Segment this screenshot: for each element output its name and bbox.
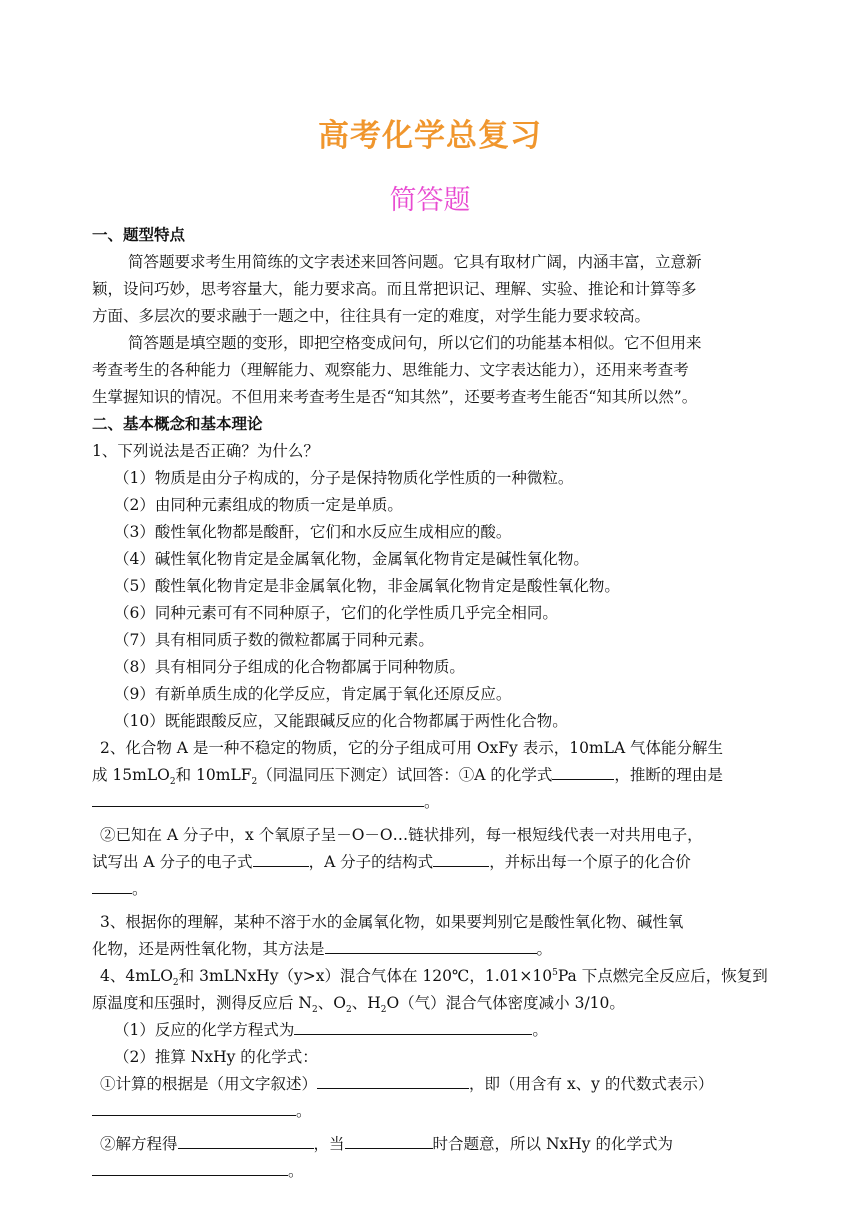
paragraph-line: 简答题要求考生用简练的文字表述来回答问题。它具有取材广阔，内涵丰富，立意新	[128, 253, 702, 271]
section-heading-2: 二、基本概念和基本理论	[92, 415, 263, 433]
subscript: 2	[169, 777, 176, 788]
superscript: 5	[552, 967, 558, 978]
answer-blank[interactable]	[317, 1071, 469, 1089]
subscript: 2	[380, 1005, 387, 1016]
question-1-item: （10）既能跟酸反应，又能跟碱反应的化合物都属于两性化合物。	[114, 712, 568, 730]
question-1-item: （3）酸性氧化物都是酸酐，它们和水反应生成相应的酸。	[114, 523, 512, 541]
section-heading-1: 一、题型特点	[92, 226, 186, 244]
question-1-item: （1）物质是由分子构成的，分子是保持物质化学性质的一种微粒。	[114, 469, 574, 487]
punctuation: 。	[132, 880, 148, 898]
punctuation: 。	[536, 940, 553, 958]
question-2-text: ，A 分子的结构式	[308, 853, 434, 871]
question-2-line: 2、化合物 A 是一种不稳定的物质，它的分子组成可用 OxFy 表示，10mLA 气体能分解生	[100, 739, 724, 757]
paragraph-line: 颖，设问巧妙，思考容量大，能力要求高。而且常把识记、理解、实验、推论和计算等多	[92, 280, 697, 298]
subscript: 2	[345, 1005, 352, 1016]
punctuation: 。	[288, 1162, 304, 1180]
question-4-line	[92, 1071, 772, 1098]
question-4-text: 和 3mLNxHy（y>x）混合气体在 120℃，1.01×10	[178, 967, 553, 985]
question-1-item: （8）具有相同分子组成的化合物都属于同种物质。	[114, 658, 465, 676]
page-subtitle: 简答题	[389, 185, 471, 216]
question-4-text: 时合题意，所以 NxHy 的化学式为	[432, 1135, 673, 1153]
question-1-item: （9）有新单质生成的化学反应，肯定属于氧化还原反应。	[114, 685, 512, 703]
question-1-item: （4）碱性氧化物肯定是金属氧化物，金属氧化物肯定是碱性氧化物。	[114, 550, 589, 568]
answer-blank[interactable]	[325, 936, 537, 954]
paragraph-line: 考查考生的各种能力（理解能力、观察能力、思维能力、文字表达能力），还用来考查考	[92, 361, 689, 379]
question-3-text: 化物，还是两性氧化物，其方法是	[92, 940, 325, 958]
question-4-line	[92, 963, 772, 990]
answer-blank[interactable]	[92, 876, 132, 894]
question-4-text: （1）反应的化学方程式为	[114, 1021, 295, 1039]
question-1-item: （7）具有相同质子数的微粒都属于同种元素。	[114, 631, 434, 649]
question-4-text: O（气）混合气体密度减小 3/10。	[386, 994, 625, 1012]
question-4-line	[92, 1131, 772, 1158]
question-4-line	[92, 1158, 772, 1185]
answer-blank[interactable]	[345, 1131, 433, 1149]
question-4-text: ，即（用含有 x、y 的代数式表示）	[469, 1075, 714, 1093]
question-2-text: ，推断的理由是	[614, 766, 723, 784]
question-3-line	[92, 936, 772, 963]
punctuation: 。	[424, 793, 440, 811]
question-2-line: ②已知在 A 分子中，x 个氧原子呈－O－O…链状排列，每一根短线代表一对共用电子，	[100, 826, 703, 844]
paragraph-line: 方面、多层次的要求融于一题之中，往往具有一定的难度，对学生能力要求较高。	[92, 307, 651, 325]
question-1-item: （2）由同种元素组成的物质一定是单质。	[114, 496, 403, 514]
question-1-item: （5）酸性氧化物肯定是非金属氧化物，非金属氧化物肯定是酸性氧化物。	[114, 577, 620, 595]
subscript: 2	[312, 1005, 318, 1016]
punctuation: 。	[296, 1102, 312, 1120]
answer-blank[interactable]	[433, 849, 489, 867]
document-body	[92, 222, 772, 1185]
question-4-line: （2）推算 NxHy 的化学式：	[114, 1048, 318, 1066]
answer-blank[interactable]	[92, 789, 424, 807]
question-2-line	[92, 876, 772, 903]
question-4-line	[92, 1017, 772, 1044]
question-2-text: 和 10mLF	[175, 766, 252, 784]
question-4-text: Pa 下点燃完全反应后，恢复到	[557, 967, 768, 985]
subscript: 2	[251, 777, 258, 788]
paragraph-line: 简答题是填空题的变形，即把空格变成问句，所以它们的功能基本相似。它不但用来	[128, 334, 702, 352]
question-4-line	[92, 990, 772, 1017]
answer-blank[interactable]	[294, 1017, 532, 1035]
answer-blank[interactable]	[178, 1131, 314, 1149]
answer-blank[interactable]	[92, 1098, 296, 1116]
question-4-text: 、O	[317, 994, 346, 1012]
question-2-line	[92, 762, 772, 789]
question-4-text: 、H	[351, 994, 381, 1012]
question-4-text: ①计算的根据是（用文字叙述）	[100, 1075, 318, 1093]
question-4-line	[92, 1098, 772, 1125]
question-3-line: 3、根据你的理解，某种不溶于水的金属氧化物，如果要判别它是酸性氧化物、碱性氧	[100, 913, 684, 931]
question-1-item: （6）同种元素可有不同种原子，它们的化学性质几乎完全相同。	[114, 604, 558, 622]
paragraph-line: 生掌握知识的情况。不但用来考查考生是否“知其然”，还要考查考生能否“知其所以然”。	[92, 388, 698, 406]
subscript: 2	[172, 978, 179, 989]
question-2-text: 成 15mLO	[92, 766, 170, 784]
question-2-line	[92, 789, 772, 816]
question-2-text: 试写出 A 分子的电子式	[92, 853, 253, 871]
answer-blank[interactable]	[253, 849, 309, 867]
question-4-text: 4、4mLO	[100, 967, 173, 985]
question-2-line	[92, 849, 772, 876]
question-2-text: （同温同压下测定）试回答：①A 的化学式	[257, 766, 553, 784]
question-4-text: 原温度和压强时，测得反应后 N	[92, 994, 312, 1012]
question-2-text: ，并标出每一个原子的化合价	[489, 853, 691, 871]
question-4-text: ，当	[313, 1135, 345, 1153]
question-4-text: ②解方程得	[100, 1135, 178, 1153]
question-1-stem: 1、下列说法是否正确？为什么？	[92, 442, 319, 460]
page-title: 高考化学总复习	[318, 118, 542, 154]
punctuation: 。	[532, 1021, 548, 1039]
answer-blank[interactable]	[92, 1158, 288, 1176]
answer-blank[interactable]	[552, 762, 614, 780]
